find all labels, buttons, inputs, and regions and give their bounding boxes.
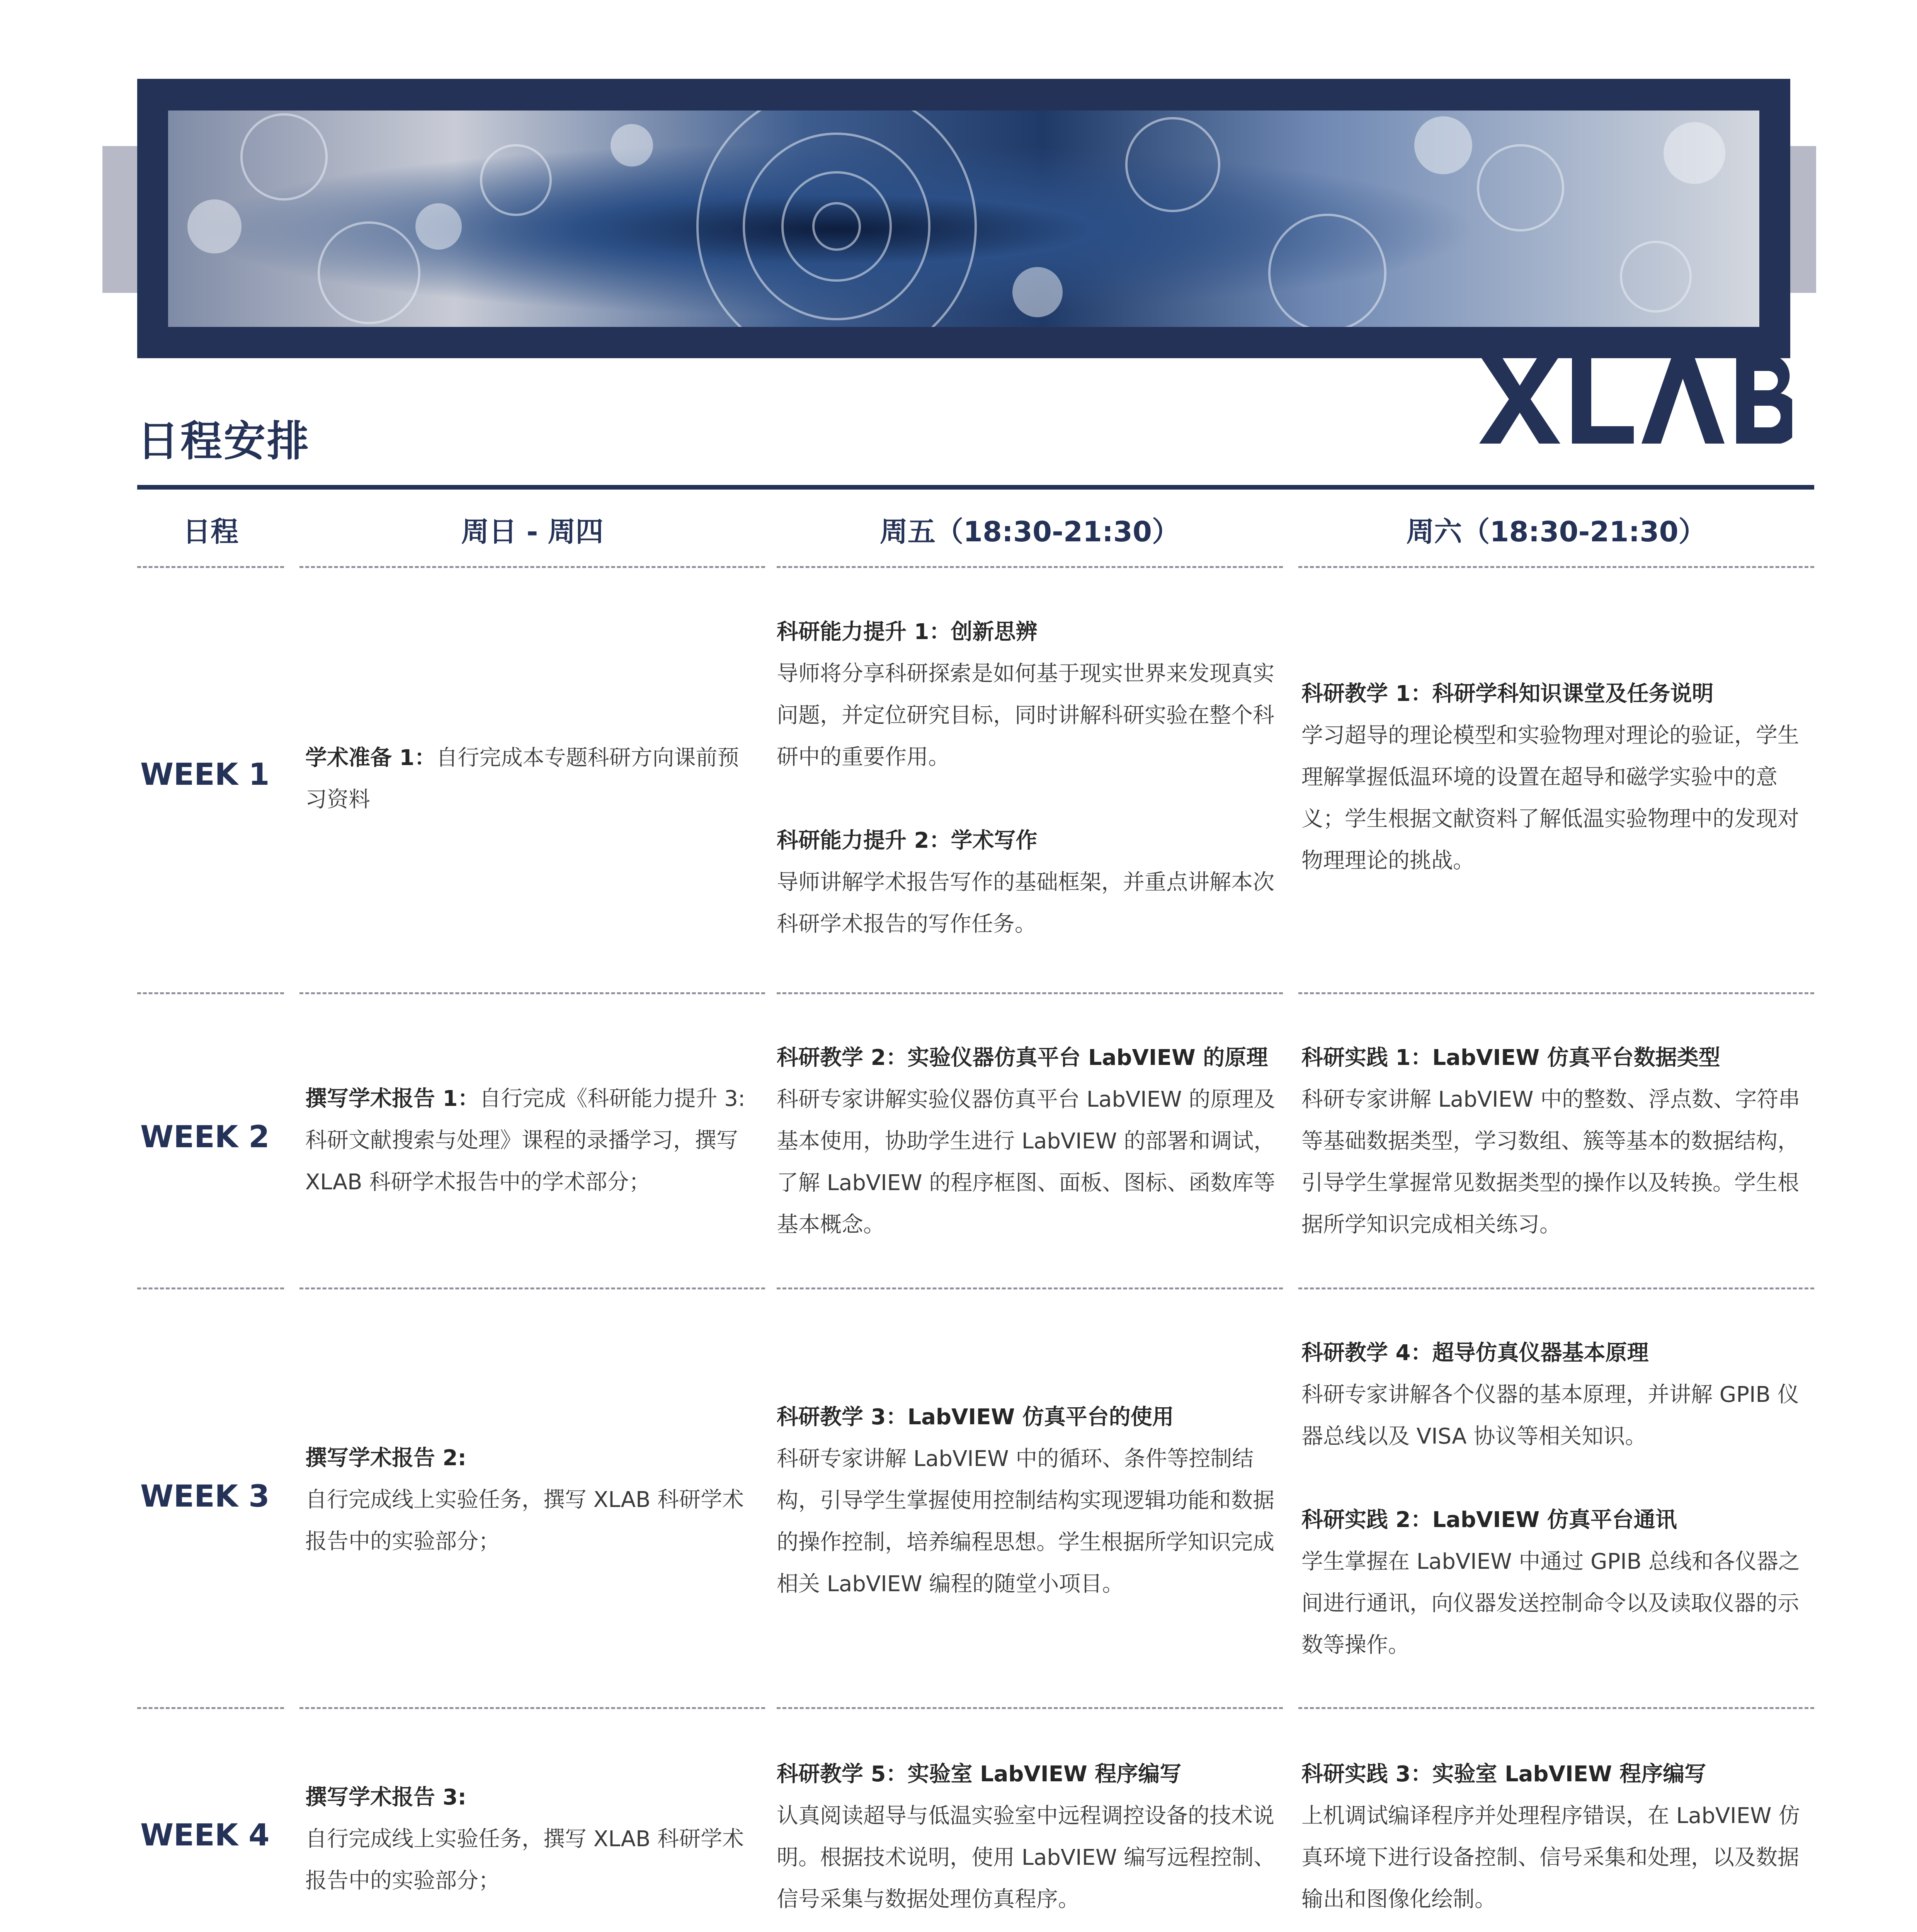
task-body: 科研专家讲解 LabVIEW 中的循环、条件等控制结构，引导学生掌握使用控制结构实现逻辑功能和数据的操作控制，培养编程思想。学生根据所学知识完成相关 LabVIEW 编程的随堂小项目。 (777, 1446, 1274, 1597)
row-divider (137, 992, 284, 994)
task-body: 自行完成线上实验任务，撰写 XLAB 科研学术报告中的实验部分； (305, 1487, 744, 1554)
header-rule (137, 485, 1814, 490)
task-title: 科研实践 1：LabVIEW 仿真平台数据类型 (1301, 1045, 1720, 1070)
row-divider (299, 566, 765, 568)
week1-friday-cell (777, 611, 1275, 945)
week3-sun-thu-cell (305, 1437, 754, 1563)
week4-sun-thu-cell (305, 1777, 754, 1902)
task-title: 科研教学 3：LabVIEW 仿真平台的使用 (777, 1405, 1174, 1430)
week-label: WEEK 1 (140, 757, 270, 792)
task-title: 科研实践 2：LabVIEW 仿真平台通讯 (1301, 1507, 1677, 1532)
week-label: WEEK 4 (140, 1818, 270, 1853)
row-divider (777, 1287, 1283, 1289)
task-body: 认真阅读超导与低温实验室中远程调控设备的技术说明。根据技术说明，使用 LabVIEW 编写远程控制、信号采集与数据处理仿真程序。 (777, 1803, 1276, 1912)
fractal-banner-image (168, 111, 1759, 327)
page-title: 日程安排 (137, 417, 311, 466)
row-divider (1298, 566, 1814, 568)
task-body: 自行完成线上实验任务，撰写 XLAB 科研学术报告中的实验部分； (305, 1827, 744, 1893)
row-divider (777, 566, 1283, 568)
task-body: 上机调试编译程序并处理程序错误，在 LabVIEW 仿真环境下进行设备控制、信号采集和处理，以及数据输出和图像化绘制。 (1301, 1803, 1800, 1912)
task-body: 学生掌握在 LabVIEW 中通过 GPIB 总线和各仪器之间进行通讯，向仪器发送控制命令以及读取仪器的示数等操作。 (1301, 1549, 1800, 1658)
week3-saturday-cell (1301, 1332, 1804, 1666)
row-divider (1298, 1287, 1814, 1289)
row-divider (137, 1707, 284, 1709)
row-divider (137, 566, 284, 568)
week4-friday-cell (777, 1753, 1279, 1920)
task-body: 科研专家讲解各个仪器的基本原理，并讲解 GPIB 仪器总线以及 VISA 协议等相关知识。 (1301, 1382, 1799, 1449)
task-title: 科研教学 1：科研学科知识课堂及任务说明 (1301, 681, 1714, 706)
row-divider (137, 1287, 284, 1289)
row-divider (777, 1707, 1283, 1709)
task-title: 科研教学 2：实验仪器仿真平台 LabVIEW 的原理 (777, 1045, 1268, 1070)
header-friday: 周五（18:30-21:30） (879, 515, 1180, 548)
header-schedule: 日程 (182, 515, 238, 548)
task-body: 科研专家讲解 LabVIEW 中的整数、浮点数、字符串等基础数据类型，学习数组、簇等基本的数据结构，引导学生掌握常见数据类型的操作以及转换。学生根据所学知识完成相关练习。 (1301, 1087, 1800, 1237)
week1-saturday-cell (1301, 673, 1804, 882)
header-saturday: 周六（18:30-21:30） (1406, 515, 1706, 548)
week2-friday-cell (777, 1037, 1279, 1246)
task-title: 科研教学 4：超导仿真仪器基本原理 (1301, 1340, 1649, 1366)
task-title: 撰写学术报告 3: (305, 1785, 466, 1810)
row-divider (777, 992, 1283, 994)
task-title: 科研实践 3：实验室 LabVIEW 程序编写 (1301, 1762, 1706, 1787)
task-title: 科研教学 5：实验室 LabVIEW 程序编写 (777, 1762, 1182, 1787)
week-label: WEEK 3 (140, 1479, 270, 1514)
week-label: WEEK 2 (140, 1120, 270, 1155)
banner-frame (137, 79, 1790, 358)
week2-sun-thu-cell (305, 1078, 754, 1203)
task-body: 自行完成《科研能力提升 3: 科研文献搜索与处理》课程的录播学习，撰写 XLAB 科研学术报告中的学术部分； (305, 1086, 745, 1195)
week2-saturday-cell (1301, 1037, 1804, 1246)
xlab-logo (1479, 355, 1792, 444)
header-sun-thu: 周日 - 周四 (461, 515, 604, 548)
task-title: 学术准备 1： (305, 745, 436, 770)
week1-sun-thu-cell (305, 737, 754, 821)
row-divider (299, 1287, 765, 1289)
task-body: 导师将分享科研探索是如何基于现实世界来发现真实问题，并定位研究目标，同时讲解科研实验在整个科研中的重要作用。 (777, 661, 1274, 770)
task-title: 科研能力提升 1：创新思辨 (777, 619, 1038, 645)
task-body: 导师讲解学术报告写作的基础框架，并重点讲解本次科研学术报告的写作任务。 (777, 870, 1274, 937)
task-title: 撰写学术报告 1： (305, 1086, 480, 1111)
task-body: 学习超导的理论模型和实验物理对理论的验证，学生理解掌握低温环境的设置在超导和磁学实验中的意义；学生根据文献资料了解低温实验物理中的发现对物理理论的挑战。 (1301, 723, 1799, 873)
task-title: 撰写学术报告 2: (305, 1446, 466, 1471)
row-divider (1298, 1707, 1814, 1709)
row-divider (299, 992, 765, 994)
task-body: 科研专家讲解实验仪器仿真平台 LabVIEW 的原理及基本使用，协助学生进行 LabVIEW 的部署和调试，了解 LabVIEW 的程序框图、面板、图标、函数库等基本概念。 (777, 1087, 1276, 1237)
week4-saturday-cell (1301, 1753, 1804, 1920)
row-divider (299, 1707, 765, 1709)
week3-friday-cell (777, 1396, 1279, 1605)
task-body: 自行完成本专题科研方向课前预习资料 (305, 745, 739, 812)
task-title: 科研能力提升 2：学术写作 (777, 828, 1038, 853)
row-divider (1298, 992, 1814, 994)
